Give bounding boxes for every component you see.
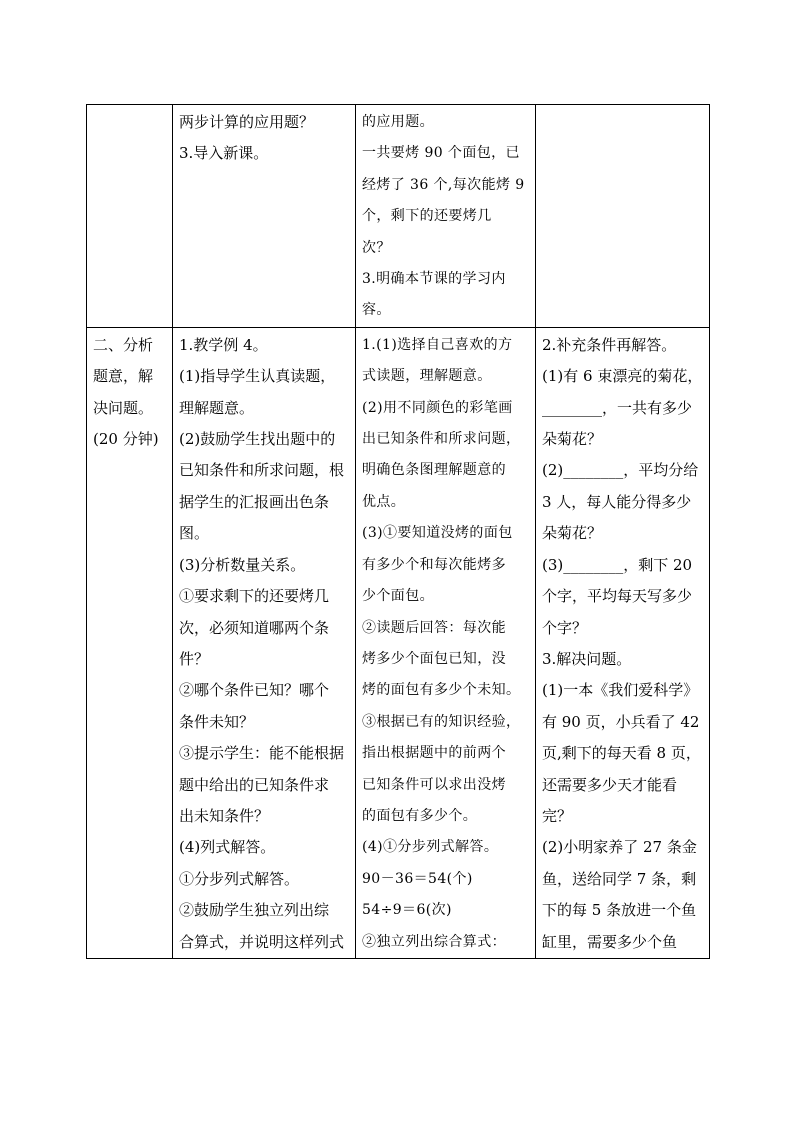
text-line: ②读题后回答：每次能 xyxy=(362,619,506,636)
text-line: 3.明确本节课的学习内 xyxy=(362,271,506,288)
text-line: ②独立列出综合算式： xyxy=(362,933,506,950)
text-line: 的应用题。 xyxy=(362,114,434,130)
text-line: 54÷9＝6(次) xyxy=(362,902,452,919)
teacher-activity-cell xyxy=(173,105,356,328)
text-line: ①分步列式解答。 xyxy=(179,869,300,888)
text-line: 一共要烤 90 个面包，已 xyxy=(362,145,520,162)
text-line: 个字？ xyxy=(542,618,588,637)
text-line: 还需要多少天才能看 xyxy=(542,775,678,794)
text-line: 次？ xyxy=(362,239,391,256)
text-line: 烤多少个面包已知，没 xyxy=(362,650,506,667)
practice-cell xyxy=(536,327,710,958)
stage-cell xyxy=(87,105,173,328)
text-line: 图。 xyxy=(179,524,210,543)
text-line: 出已知条件和所求问题， xyxy=(362,431,521,448)
text-line: (1)有 6 束漂亮的菊花， xyxy=(542,367,703,386)
text-line: (3)分析数量关系。 xyxy=(179,555,306,574)
text-line: 下的每 5 条放进一个鱼 xyxy=(542,901,697,920)
text-line: (2)小明家养了 27 条金 xyxy=(542,838,697,857)
text-line: 条件未知？ xyxy=(179,712,255,731)
text-line: (4)①分步列式解答。 xyxy=(362,839,499,856)
text-line: 两步计算的应用题？ xyxy=(179,113,315,131)
table-row-analysis xyxy=(87,327,710,958)
text-line: 页,剩下的每天看 8 页， xyxy=(542,744,701,763)
text-line: 3 人，每人能分得多少 xyxy=(542,492,692,511)
practice-cell xyxy=(536,105,710,328)
text-line: (2)用不同颜色的彩笔画 xyxy=(362,399,513,416)
text-line: 少个面包。 xyxy=(362,588,434,605)
stage-cell xyxy=(87,327,173,958)
text-line: 合算式，并说明这样列式 xyxy=(179,932,345,951)
text-line: 个，剩下的还要烤几 xyxy=(362,208,492,225)
text-line: 有 90 页，小兵看了 42 xyxy=(542,712,700,731)
text-line: 容。 xyxy=(362,302,391,319)
text-line: 2.补充条件再解答。 xyxy=(542,335,677,354)
text-line: 90－36＝54(个) xyxy=(362,870,473,887)
text-line: 件？ xyxy=(179,649,210,668)
text-line: 个字，平均每天写多少 xyxy=(542,587,693,606)
teacher-activity-cell xyxy=(173,327,356,958)
text-line: 朵菊花？ xyxy=(542,524,603,543)
text-line: ②鼓励学生独立列出综 xyxy=(179,901,330,920)
text-line: 题意，解 xyxy=(93,367,154,386)
table-row-intro xyxy=(87,105,710,328)
text-line: (4)列式解答。 xyxy=(179,838,276,857)
text-line: 朵菊花？ xyxy=(542,430,603,449)
text-line: 1.教学例 4。 xyxy=(179,335,268,354)
text-line: (3)________，剩下 20 xyxy=(542,555,693,574)
text-line: 完？ xyxy=(542,806,573,825)
text-line: 缸里，需要多少个鱼 xyxy=(542,932,678,951)
text-line: (20 分钟) xyxy=(93,430,159,449)
text-line: 据学生的汇报画出色条 xyxy=(179,492,330,511)
student-activity-cell xyxy=(356,105,536,328)
text-line: 烤的面包有多少个未知。 xyxy=(362,682,521,699)
text-line: ①要求剩下的还要烤几 xyxy=(179,587,330,606)
text-line: 决问题。 xyxy=(93,398,154,417)
text-line: ________，一共有多少 xyxy=(542,398,693,417)
text-line: 已知条件可以求出没烤 xyxy=(362,776,506,793)
text-line: 出未知条件？ xyxy=(179,806,270,825)
text-line: ③提示学生：能不能根据 xyxy=(179,744,345,763)
text-line: 式读题，理解题意。 xyxy=(362,368,492,385)
text-line: 次，必须知道哪两个条 xyxy=(179,618,330,637)
lesson-plan-table xyxy=(86,104,710,959)
text-line: (3)①要知道没烤的面包 xyxy=(362,525,513,542)
text-line: (1)指导学生认真读题， xyxy=(179,367,336,386)
text-line: 已知条件和所求问题，根 xyxy=(179,461,345,480)
text-line: 1.(1)选择自己喜欢的方 xyxy=(362,336,513,353)
student-activity-cell xyxy=(356,327,536,958)
text-line: 的面包有多少个。 xyxy=(362,807,478,824)
text-line: 3.导入新课。 xyxy=(179,144,269,163)
text-line: 经烤了 36 个,每次能烤 9 xyxy=(362,176,525,193)
text-line: ②哪个条件已知？哪个 xyxy=(179,681,330,700)
text-line: (2)鼓励学生找出题中的 xyxy=(179,430,336,449)
text-line: 3.解决问题。 xyxy=(542,649,632,668)
text-line: ③根据已有的知识经验， xyxy=(362,713,521,730)
text-line: (1)一本《我们爱科学》 xyxy=(542,681,699,700)
text-line: 题中给出的已知条件求 xyxy=(179,775,330,794)
text-line: 优点。 xyxy=(362,493,406,510)
text-line: 明确色条图理解题意的 xyxy=(362,462,506,479)
text-line: 有多少个和每次能烤多 xyxy=(362,556,506,573)
text-line: 鱼，送给同学 7 条，剩 xyxy=(542,869,697,888)
text-line: 二、分析 xyxy=(93,335,154,354)
text-line: 理解题意。 xyxy=(179,398,255,417)
text-line: (2)________，平均分给 xyxy=(542,461,699,480)
text-line: 指出根据题中的前两个 xyxy=(362,745,506,762)
